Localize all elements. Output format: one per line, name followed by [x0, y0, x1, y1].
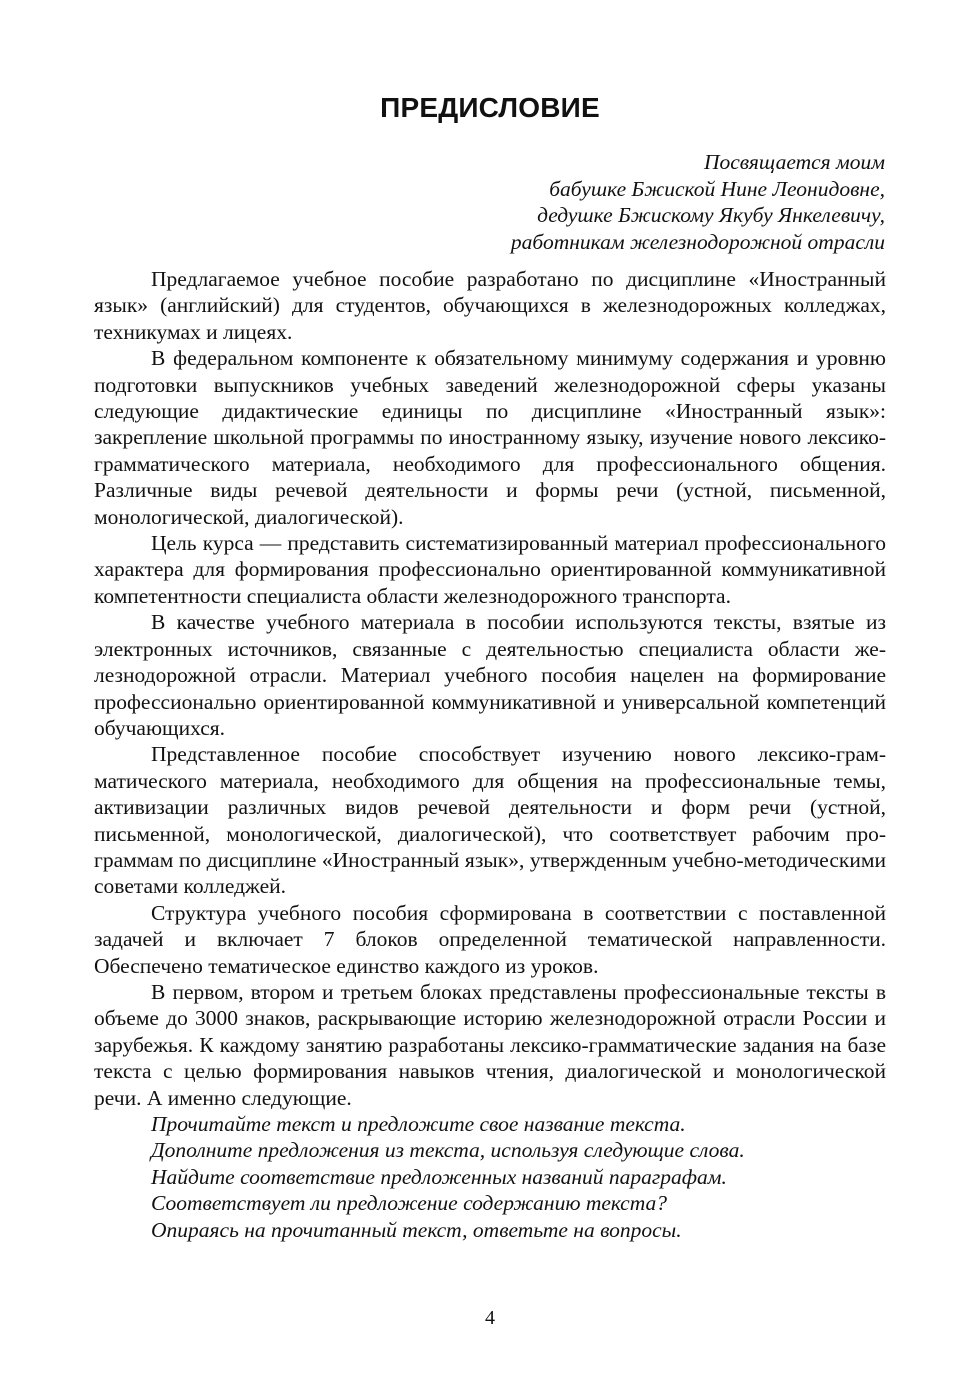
dedication-line: работникам железнодорожной отрасли [510, 229, 885, 254]
task-item: Дополните предложения из текста, используя следующие слова. [151, 1138, 745, 1163]
paragraph: В первом, втором и третьем блоках представлены профессиональные тексты в объеме до 3000 знаков, раскрывающие историю железнодорожной отрасли России и зарубежья. К каждому занятию разработаны лексико-грамматические задания на базе текста с целью формирования навыков чтения, диалогической и монологической речи. А именно следующие. [94, 979, 886, 1110]
task-item: Соответствует ли предложение содержанию текста? [151, 1191, 667, 1216]
task-item: Найдите соответствие предложенных названий параграфам. [151, 1164, 727, 1189]
paragraph: Предлагаемое учебное пособие разработано по дисциплине «Иностранный язык» (английский) для студентов, обучающихся в железнодорожных колледжах, техникумах и лицеях. [94, 267, 886, 344]
paragraph: В федеральном компоненте к обязательному минимуму содержания и уровню подготовки выпускников учебных заведений железнодорожной сферы указаны следующие дидактические единицы по дисциплине «Иностранный язык»: закрепление школьной программы по иностранному языку, изучение нового лексико-грамматического материала, необходимого для профессионального общения. Различные виды речевой деятельности и формы речи (устной, письменной, монологической, диалогической). [94, 346, 886, 529]
paragraph: Структура учебного пособия сформирована в соответствии с поставленной задачей и включает 7 блоков определенной тематической направленности. Обеспечено тематическое единство каждого из уроков. [94, 900, 886, 978]
paragraph: Представленное пособие способствует изучению нового лексико-грамматического материала, необходимого для общения на профессиональные темы, активизации различных видов речевой деятельности и форм речи (устной, письменной, монологической, диалогической), что соответствует рабочим программам по дисциплине «Иностранный язык», утвержденным учебно-методическими советами колледжей. [94, 742, 886, 899]
dedication-line: бабушке Бжиской Нине Леонидовне, [549, 176, 885, 201]
task-list [94, 1111, 886, 1243]
paragraph: В качестве учебного материала в пособии используются тексты, взятые из электронных источников, связанные с деятельностью специалиста области железнодорожной отрасли. Материал учебного пособия нацелен на формирование профессионально ориентированной коммуникативной и универсальной компетенций обучающихся. [94, 610, 886, 740]
paragraph: Цель курса — представить систематизированный материал профессионального характера для формирования профессионально ориентированной коммуникативной компетентности специалиста области железнодорожного транспорта. [94, 531, 886, 608]
task-item: Опираясь на прочитанный текст, ответьте на вопросы. [151, 1217, 682, 1242]
task-item: Прочитайте текст и предложите свое название текста. [151, 1112, 686, 1136]
page-number: 4 [485, 1307, 495, 1329]
dedication [285, 149, 885, 255]
page-title: ПРЕДИСЛОВИЕ [380, 92, 600, 123]
dedication-line: Посвящается моим [703, 150, 885, 174]
dedication-line: дедушке Бжискому Якубу Янкелевичу, [537, 203, 885, 227]
body-text [94, 266, 886, 1243]
